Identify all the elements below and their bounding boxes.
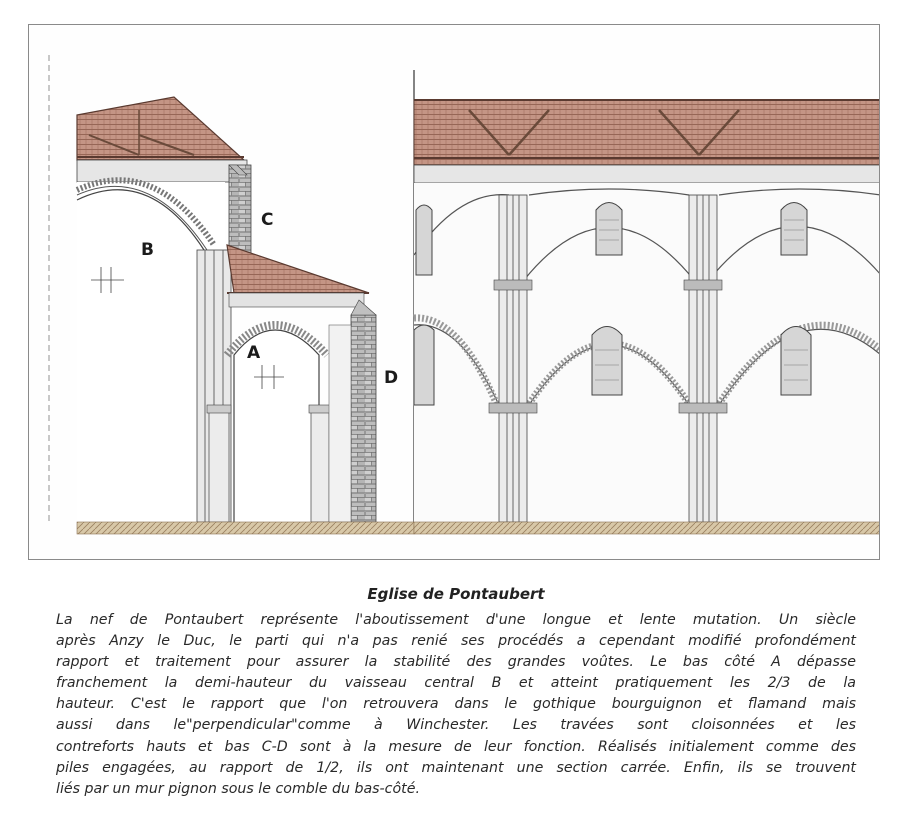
label-a: A [247,343,261,363]
caption-title: Eglise de Pontaubert [367,585,545,603]
caption-line: après Anzy le Duc, le parti qui n'a pas renié ses procédés a cependant modifié profondément [56,633,856,650]
caption-line: franchement la demi-hauteur du vaisseau central B et atteint pratiquement les 2/3 de la [56,675,856,692]
caption-line: hauteur. C'est le rapport que l'on retrouvera dans le gothique bourguignon et flamand mais [56,696,856,713]
caption-line: contreforts hauts et bas C-D sont à la mesure de leur fonction. Réalisés initialement comme des [56,738,856,755]
architectural-drawing [28,24,880,560]
caption-line: rapport et traitement pour assurer la stabilité des grandes voûtes. Le bas côté A dépasse [56,654,856,671]
caption-text [56,610,856,800]
caption-line: La nef de Pontaubert représente l'aboutissement d'une longue et lente mutation. Un siècle [56,612,856,628]
label-c: C [261,210,274,230]
caption-line: piles engagées, au rapport de 1/2, ils ont maintenant une section carrée. Enfin, ils se trouvent [56,759,856,776]
drawing-svg [29,25,880,560]
caption-line: aussi dans le"perpendicular"comme à Winchester. Les travées sont cloisonnées et les [56,717,856,734]
longitudinal-elevation [414,100,880,534]
label-d: D [384,368,399,388]
label-b: B [141,240,154,260]
cross-section [49,55,414,534]
caption-line: liés par un mur pignon sous le comble du bas-côté. [56,780,420,797]
